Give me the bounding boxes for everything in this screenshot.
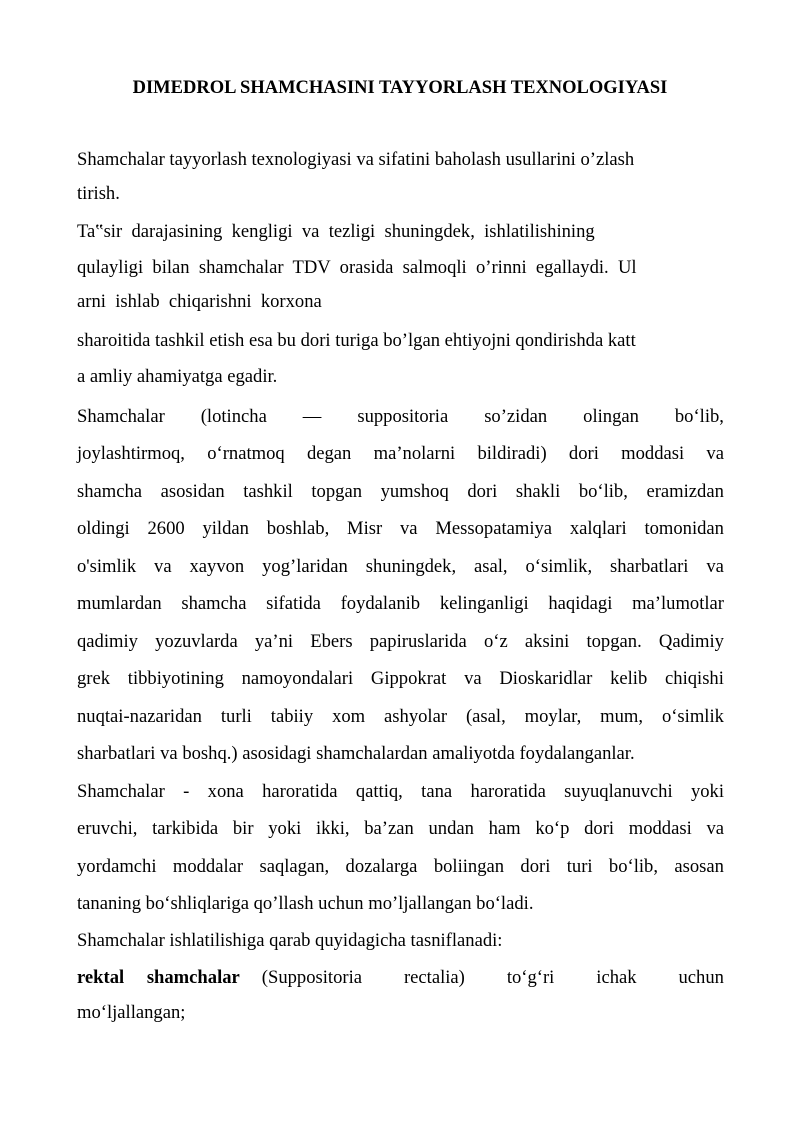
word: yog’laridan xyxy=(262,556,348,577)
word: topgan. xyxy=(586,631,642,652)
word: degan xyxy=(306,443,352,464)
word: o‘rnatmoq xyxy=(207,443,285,464)
word: va xyxy=(706,556,724,577)
word: Messopatamiya xyxy=(435,518,553,539)
word: o‘z xyxy=(483,631,508,652)
word: ba’zan xyxy=(364,818,414,839)
word: dori xyxy=(520,856,551,877)
word: xona xyxy=(207,781,244,802)
term-bold: rektal shamchalar xyxy=(77,967,240,988)
word: dori xyxy=(467,481,498,502)
text-line-justified xyxy=(77,517,724,541)
text-line: qulayligi bilan shamchalar TDV orasida salmoqli o’rinni egallaydi. Ul xyxy=(77,257,637,278)
text-line-justified xyxy=(77,780,724,804)
word: yordamchi xyxy=(77,856,157,877)
text-line-justified xyxy=(77,480,724,504)
word: qattiq, xyxy=(355,781,403,802)
word: va xyxy=(706,818,724,839)
word: va xyxy=(464,668,482,689)
word: grek xyxy=(77,668,111,689)
classification-item xyxy=(77,966,724,990)
word: asosidan xyxy=(160,481,225,502)
word: papiruslarida xyxy=(369,631,467,652)
word: ham xyxy=(488,818,521,839)
word: bildiradi) xyxy=(477,443,547,464)
word: boshlab, xyxy=(266,518,330,539)
word: yoki xyxy=(268,818,302,839)
word: turi xyxy=(566,856,593,877)
word: to‘g‘ri xyxy=(506,967,555,988)
word: turli xyxy=(220,706,252,727)
text-line-justified xyxy=(77,817,724,841)
word: Dioskaridlar xyxy=(499,668,593,689)
word: tibbiyotining xyxy=(127,668,224,689)
word: yozuvlarda xyxy=(155,631,238,652)
text-line-justified xyxy=(77,630,724,654)
document-title: DIMEDROL SHAMCHASINI TAYYORLASH TEXNOLOGIYASI xyxy=(132,78,668,98)
word: kelib xyxy=(610,668,648,689)
word: (asal, xyxy=(465,706,506,727)
word: shamcha xyxy=(77,481,143,502)
word: Qadimiy xyxy=(658,631,724,652)
word: mum, xyxy=(600,706,644,727)
word: haroratida xyxy=(470,781,546,802)
word: ma’lumotlar xyxy=(632,593,724,614)
text-line: Ta‟sir darajasining kengligi va tezligi shuningdek, ishlatilishining xyxy=(77,221,595,242)
text-line: mo‘ljallangan; xyxy=(77,1002,186,1023)
word: olingan xyxy=(583,406,639,427)
word: Shamchalar xyxy=(77,406,165,427)
word: tarkibida xyxy=(152,818,219,839)
word: - xyxy=(183,781,190,802)
word: dori xyxy=(584,818,615,839)
word: moddasi xyxy=(621,443,685,464)
text-line: a amliy ahamiyatga egadir. xyxy=(77,366,278,387)
word: yildan xyxy=(202,518,249,539)
text-line: sharbatlari va boshq.) asosidagi shamchalardan amaliyotda foydalanganlar. xyxy=(77,743,635,764)
word: aksini xyxy=(524,631,570,652)
word: bo‘lib, xyxy=(578,481,628,502)
word: o'simlik xyxy=(77,556,137,577)
word: yoki xyxy=(690,781,724,802)
word: Ebers xyxy=(310,631,353,652)
word: 2600 xyxy=(147,518,185,539)
text-line: sharoitida tashkil etish esa bu dori turiga bo’lgan ehtiyojni qondirishda katt xyxy=(77,330,636,351)
word: oldingi xyxy=(77,518,130,539)
word: ma’nolarni xyxy=(373,443,456,464)
word: Shamchalar xyxy=(77,781,165,802)
word: tana xyxy=(421,781,453,802)
word: shuningdek, xyxy=(365,556,457,577)
text-line-justified xyxy=(77,405,724,429)
word: shakli xyxy=(515,481,561,502)
text-line: arni ishlab chiqarishni korxona xyxy=(77,291,322,312)
word: moddasi xyxy=(628,818,692,839)
word: o‘simlik xyxy=(661,706,724,727)
text-line-justified xyxy=(77,442,724,466)
word: ikki, xyxy=(315,818,350,839)
word: — xyxy=(302,406,322,427)
word: bo‘lib, xyxy=(674,406,724,427)
word: ya’ni xyxy=(254,631,294,652)
word: eruvchi, xyxy=(77,818,138,839)
word: va xyxy=(706,443,724,464)
word: uchun xyxy=(678,967,724,988)
text-line-justified xyxy=(77,705,724,729)
word: sharbatlari xyxy=(610,556,689,577)
word: Misr xyxy=(347,518,383,539)
term-rest xyxy=(262,966,724,990)
word: tomonidan xyxy=(644,518,724,539)
word: ko‘p xyxy=(535,818,570,839)
word: yumshoq xyxy=(380,481,449,502)
word: topgan xyxy=(311,481,362,502)
word: xom xyxy=(332,706,366,727)
text-line: tirish. xyxy=(77,183,120,204)
word: namoyondalari xyxy=(241,668,354,689)
word: undan xyxy=(428,818,474,839)
word: qadimiy xyxy=(77,631,138,652)
word: xayvon xyxy=(189,556,245,577)
word: moylar, xyxy=(524,706,582,727)
word: bo‘lib, xyxy=(608,856,658,877)
word: chiqishi xyxy=(665,668,724,689)
word: bir xyxy=(232,818,254,839)
word: tashkil xyxy=(243,481,293,502)
word: ichak xyxy=(596,967,637,988)
word: va xyxy=(399,518,418,539)
word: boliingan xyxy=(433,856,505,877)
word: rectalia) xyxy=(403,967,465,988)
word: sifatida xyxy=(266,593,321,614)
word: dori xyxy=(568,443,599,464)
word: eramizdan xyxy=(646,481,724,502)
word: shamcha xyxy=(181,593,247,614)
word: haroratida xyxy=(262,781,338,802)
word: dozalarga xyxy=(345,856,418,877)
text-line: Shamchalar tayyorlash texnologiyasi va sifatini baholash usullarini o’zlash xyxy=(77,149,635,170)
word: xalqlari xyxy=(569,518,627,539)
word: suyuqlanuvchi xyxy=(564,781,673,802)
word: Gippokrat xyxy=(370,668,447,689)
word: mumlardan xyxy=(77,593,162,614)
word: moddalar xyxy=(172,856,244,877)
word: haqidagi xyxy=(548,593,613,614)
text-line: Shamchalar ishlatilishiga qarab quyidagicha tasniflanadi: xyxy=(77,930,503,951)
word: tabiiy xyxy=(270,706,314,727)
text-line-justified xyxy=(77,555,724,579)
word: va xyxy=(154,556,172,577)
word: suppositoria xyxy=(357,406,449,427)
word: foydalanib xyxy=(340,593,421,614)
text-line: tananing bo‘shliqlariga qo’llash uchun mo’ljallangan bo‘ladi. xyxy=(77,893,534,914)
word: asal, xyxy=(474,556,508,577)
word: nuqtai-nazaridan xyxy=(77,706,202,727)
text-line-justified xyxy=(77,855,724,879)
word: joylashtirmoq, xyxy=(77,443,185,464)
word: o‘simlik, xyxy=(525,556,593,577)
word: (lotincha xyxy=(200,406,267,427)
text-line-justified xyxy=(77,667,724,691)
word: asosan xyxy=(674,856,724,877)
word: saqlagan, xyxy=(259,856,330,877)
word: kelinganligi xyxy=(439,593,529,614)
word: ashyolar xyxy=(384,706,448,727)
word: (Suppositoria xyxy=(261,967,362,988)
word: so’zidan xyxy=(484,406,548,427)
text-line-justified xyxy=(77,592,724,616)
